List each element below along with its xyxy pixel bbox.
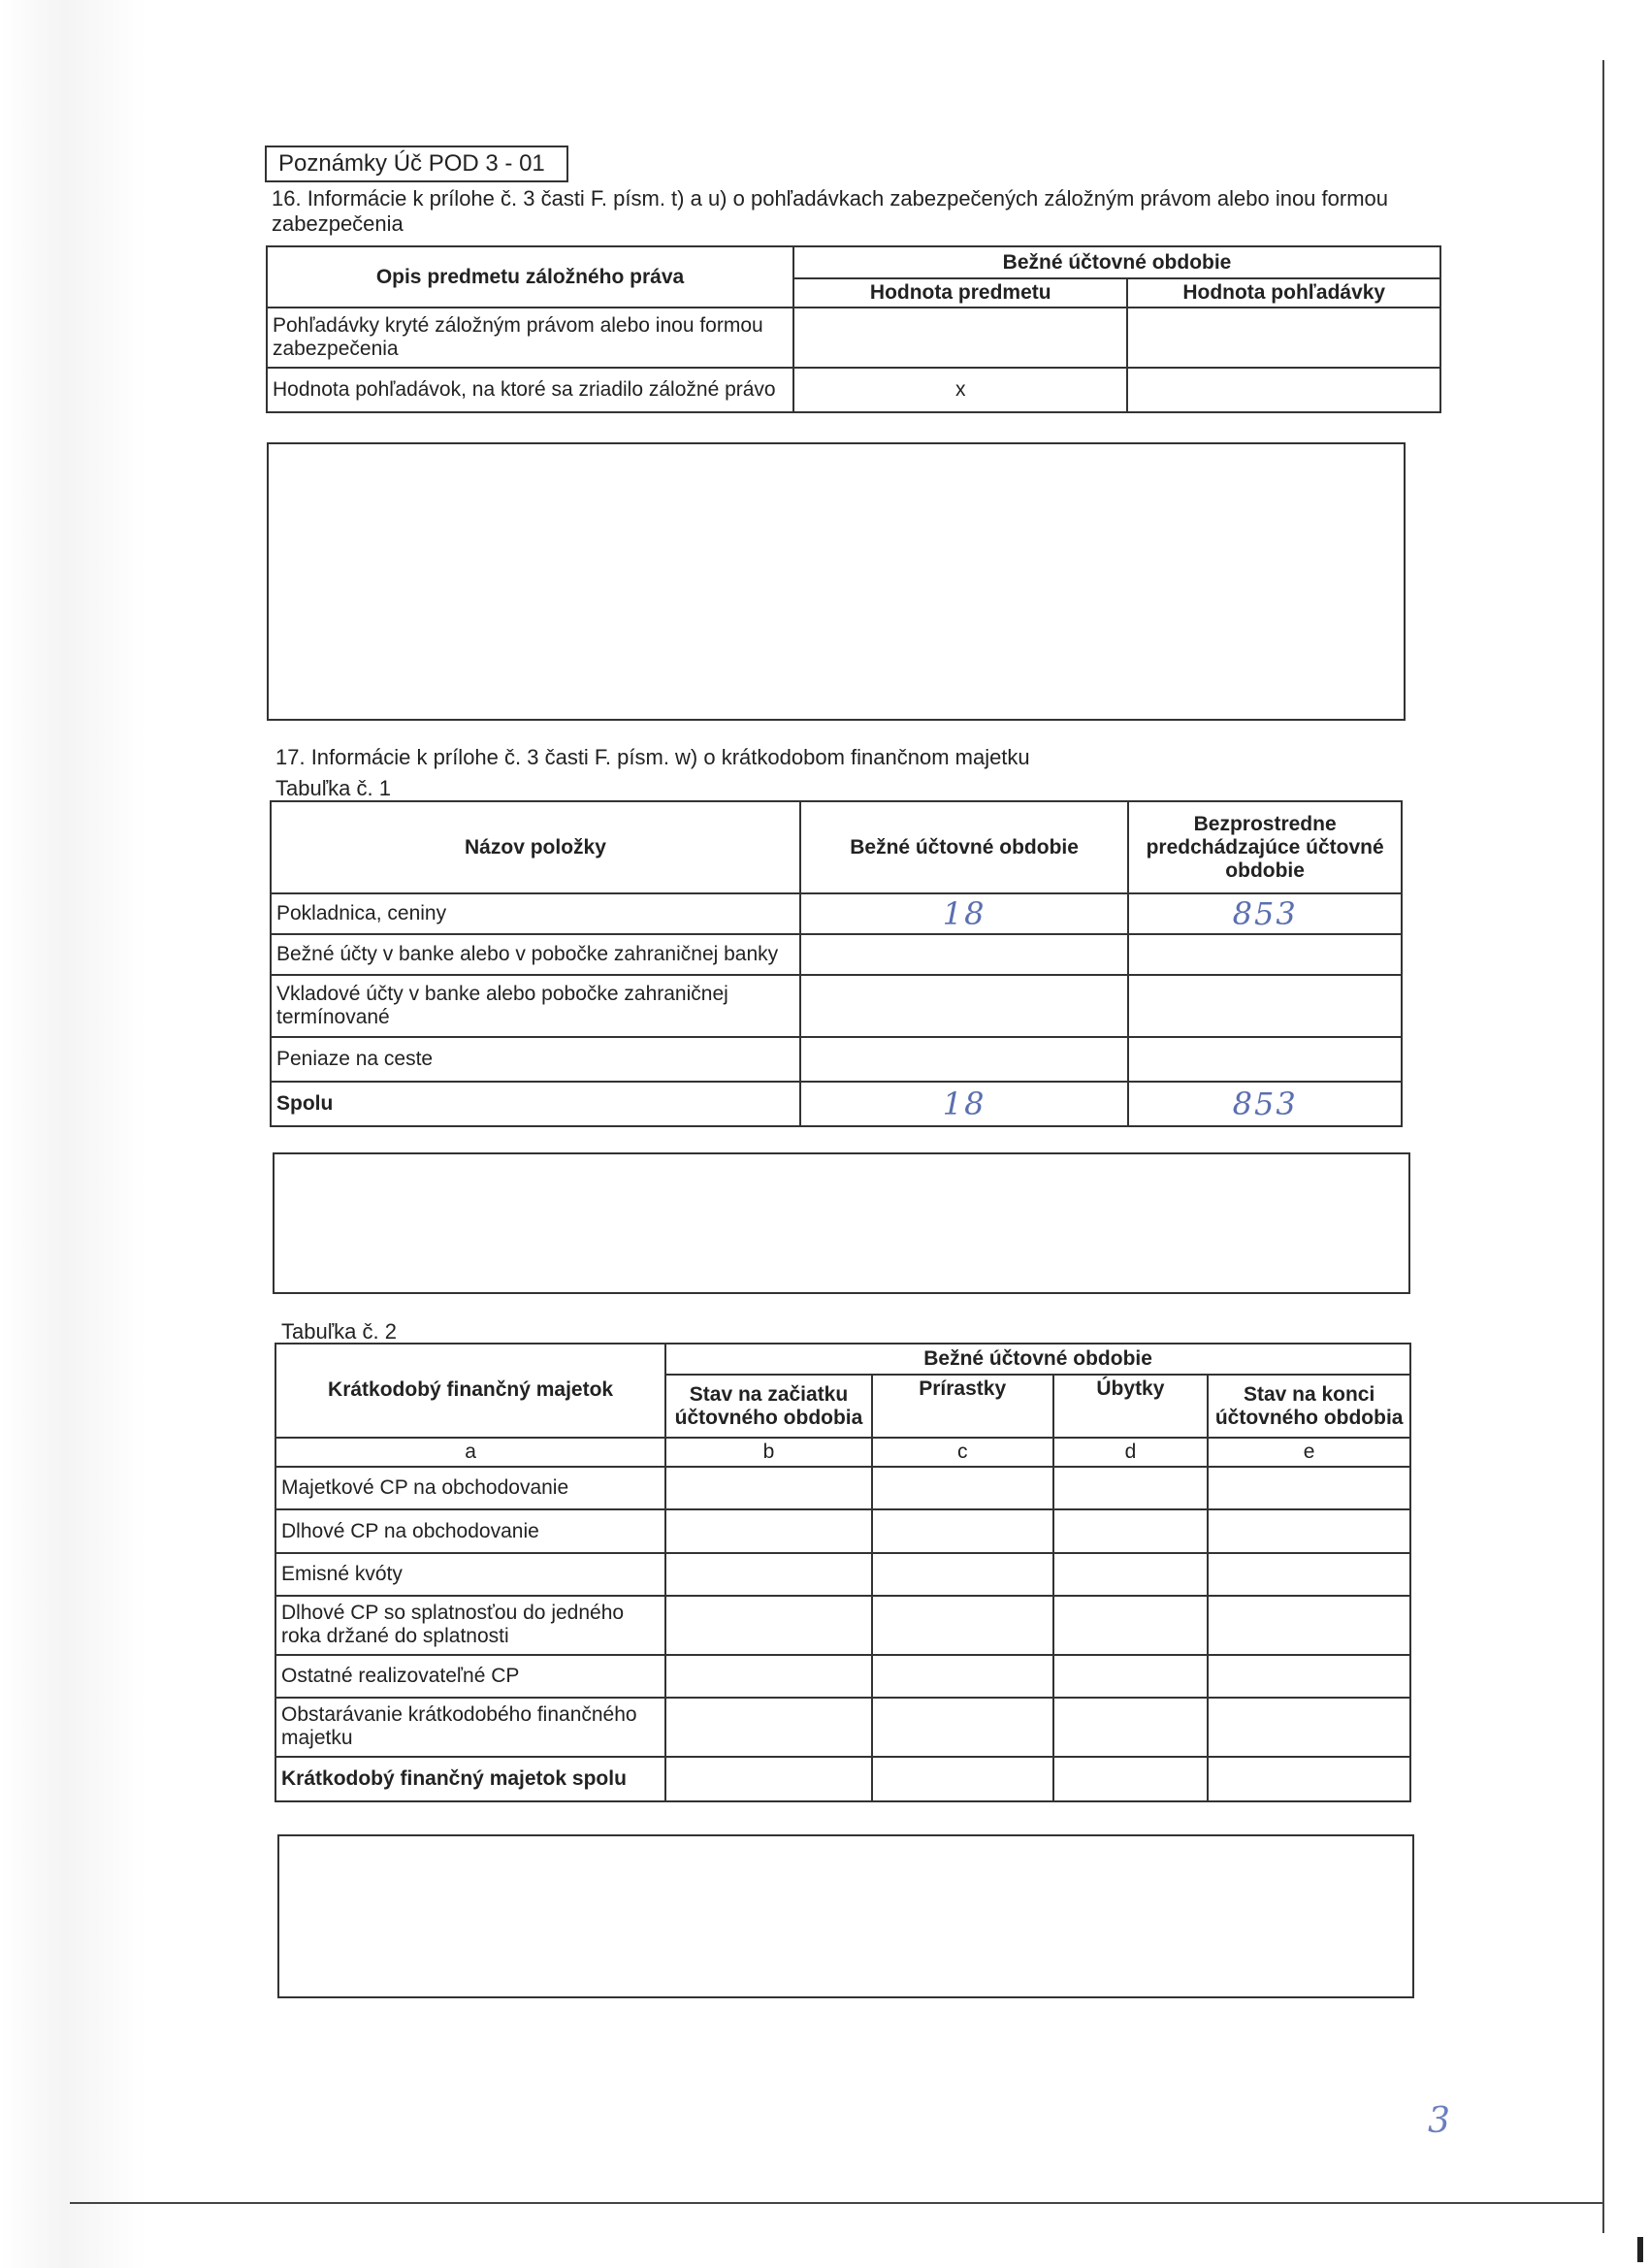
empty-cell	[1053, 1655, 1209, 1698]
row-label: Dlhové CP na obchodovanie	[275, 1509, 665, 1552]
empty-cell	[1208, 1553, 1410, 1596]
table-1-label: Tabuľka č. 1	[275, 776, 391, 800]
page-edge-right	[1602, 60, 1604, 2233]
col-start-header: Stav na začiatku účtovného obdobia	[665, 1375, 872, 1438]
collateral-table	[266, 245, 1441, 413]
notes-box-17a	[273, 1152, 1410, 1294]
letter-e: e	[1208, 1438, 1410, 1467]
current-value-cell	[800, 1037, 1128, 1082]
empty-cell	[1053, 1596, 1209, 1655]
col-additions-header: Prírastky	[872, 1375, 1053, 1438]
short-term-assets-table-1	[270, 800, 1403, 1127]
col-end-header: Stav na konci účtovného obdobia	[1208, 1375, 1410, 1438]
section-17-title: 17. Informácie k prílohe č. 3 časti F. písm. w) o krátkodobom finančnom majetku	[275, 745, 1030, 769]
row-label: Pohľadávky kryté záložným právom alebo inou formou zabezpečenia	[267, 308, 793, 368]
col-item-header: Krátkodobý finančný majetok	[275, 1344, 665, 1438]
empty-cell	[1208, 1698, 1410, 1757]
empty-cell	[1053, 1553, 1209, 1596]
col-current-header: Bežné účtovné obdobie	[800, 801, 1128, 893]
current-value-cell	[800, 975, 1128, 1037]
empty-cell	[1208, 1757, 1410, 1801]
notes-box-16	[267, 442, 1406, 721]
col-value-receivable-header: Hodnota pohľadávky	[1127, 278, 1440, 308]
empty-cell	[1208, 1509, 1410, 1552]
table-row	[275, 1698, 1410, 1757]
table-row	[267, 368, 1440, 412]
total-label: Spolu	[271, 1082, 800, 1126]
handwritten-page-number: 3	[1428, 2101, 1450, 2141]
row-label: Emisné kvóty	[275, 1553, 665, 1596]
letter-a: a	[275, 1438, 665, 1467]
empty-cell	[1053, 1698, 1209, 1757]
letters-row	[275, 1438, 1410, 1467]
empty-cell	[1053, 1509, 1209, 1552]
empty-cell	[872, 1467, 1053, 1509]
empty-cell	[872, 1596, 1053, 1655]
scan-corner-mark	[1637, 2237, 1643, 2262]
empty-cell	[665, 1553, 872, 1596]
empty-cell	[665, 1698, 872, 1757]
row-label: Majetkové CP na obchodovanie	[275, 1467, 665, 1509]
letter-c: c	[872, 1438, 1053, 1467]
total-current-handwritten: 18	[800, 1082, 1128, 1126]
value-subject-cell	[793, 308, 1127, 368]
previous-value-cell	[1128, 975, 1402, 1037]
total-label: Krátkodobý finančný majetok spolu	[275, 1757, 665, 1801]
letter-d: d	[1053, 1438, 1209, 1467]
table-row	[275, 1553, 1410, 1596]
section-16-title: 16. Informácie k prílohe č. 3 časti F. písm. t) a u) o pohľadávkach zabezpečených záložným právom alebo inou formou zabezpečenia	[272, 186, 1388, 236]
table-row	[267, 308, 1440, 368]
notes-box-17b	[277, 1834, 1414, 1998]
value-receivable-cell	[1127, 308, 1440, 368]
empty-cell	[1208, 1467, 1410, 1509]
table-row	[271, 893, 1402, 934]
value-receivable-cell	[1127, 368, 1440, 412]
previous-value-cell	[1128, 1037, 1402, 1082]
current-value-cell	[800, 934, 1128, 975]
empty-cell	[665, 1757, 872, 1801]
empty-cell	[872, 1757, 1053, 1801]
col-description-header: Opis predmetu záložného práva	[267, 246, 793, 308]
value-subject-cell: x	[793, 368, 1127, 412]
short-term-assets-table-2	[275, 1343, 1411, 1802]
table-row	[271, 934, 1402, 975]
empty-cell	[665, 1596, 872, 1655]
table-row	[271, 975, 1402, 1037]
empty-cell	[665, 1467, 872, 1509]
form-code-box: Poznámky Úč POD 3 - 01	[265, 146, 568, 182]
col-group-header: Bežné účtovné obdobie	[793, 246, 1440, 278]
col-group-header: Bežné účtovné obdobie	[665, 1344, 1410, 1375]
row-label: Pokladnica, ceniny	[271, 893, 800, 934]
current-value-handwritten: 18	[800, 893, 1128, 934]
total-previous-handwritten: 853	[1128, 1082, 1402, 1126]
col-value-subject-header: Hodnota predmetu	[793, 278, 1127, 308]
row-label: Peniaze na ceste	[271, 1037, 800, 1082]
empty-cell	[872, 1655, 1053, 1698]
table-row	[271, 1037, 1402, 1082]
letter-b: b	[665, 1438, 872, 1467]
empty-cell	[1053, 1757, 1209, 1801]
previous-value-cell	[1128, 934, 1402, 975]
empty-cell	[665, 1655, 872, 1698]
scan-shadow	[0, 0, 146, 2268]
col-previous-header: Bezprostredne predchádzajúce účtovné obdobie	[1128, 801, 1402, 893]
empty-cell	[665, 1509, 872, 1552]
empty-cell	[1053, 1467, 1209, 1509]
table-row	[275, 1467, 1410, 1509]
row-label: Hodnota pohľadávok, na ktoré sa zriadilo záložné právo	[267, 368, 793, 412]
table-row	[275, 1655, 1410, 1698]
empty-cell	[872, 1509, 1053, 1552]
total-row	[271, 1082, 1402, 1126]
table-row	[275, 1596, 1410, 1655]
col-disposals-header: Úbytky	[1053, 1375, 1209, 1438]
previous-value-handwritten: 853	[1128, 893, 1402, 934]
row-label: Vkladové účty v banke alebo pobočke zahraničnej termínované	[271, 975, 800, 1037]
page-edge-bottom	[70, 2202, 1604, 2204]
table-2-label: Tabuľka č. 2	[281, 1319, 397, 1344]
row-label: Bežné účty v banke alebo v pobočke zahraničnej banky	[271, 934, 800, 975]
row-label: Obstarávanie krátkodobého finančného majetku	[275, 1698, 665, 1757]
table-row	[275, 1509, 1410, 1552]
row-label: Ostatné realizovateľné CP	[275, 1655, 665, 1698]
row-label: Dlhové CP so splatnosťou do jedného roka držané do splatnosti	[275, 1596, 665, 1655]
empty-cell	[872, 1698, 1053, 1757]
empty-cell	[1208, 1596, 1410, 1655]
empty-cell	[1208, 1655, 1410, 1698]
col-item-header: Názov položky	[271, 801, 800, 893]
total-row	[275, 1757, 1410, 1801]
empty-cell	[872, 1553, 1053, 1596]
